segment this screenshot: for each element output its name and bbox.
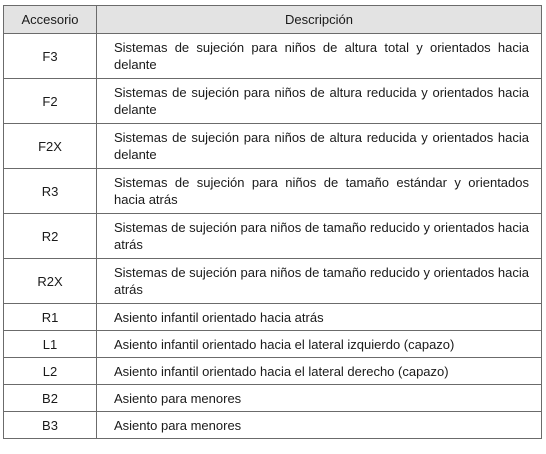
description-cell: Asiento infantil orientado hacia atrás [97, 304, 542, 331]
column-header-accessory: Accesorio [4, 6, 97, 34]
accessory-code-cell: R2X [4, 259, 97, 304]
accessory-code-cell: B2 [4, 385, 97, 412]
table-row [4, 385, 542, 412]
accessory-code-cell: R3 [4, 169, 97, 214]
description-cell: Sistemas de sujeción para niños de altura reducida y orientados hacia delante [97, 79, 542, 124]
description-cell: Sistemas de sujeción para niños de tamaño reducido y orientados hacia atrás [97, 214, 542, 259]
description-cell: Sistemas de sujeción para niños de tamaño reducido y orientados hacia atrás [97, 259, 542, 304]
table-row [4, 34, 542, 79]
table-row [4, 412, 542, 439]
accessory-code-cell: L2 [4, 358, 97, 385]
table-row [4, 358, 542, 385]
column-header-description: Descripción [97, 6, 542, 34]
accessory-code-cell: L1 [4, 331, 97, 358]
table-row [4, 169, 542, 214]
accessory-code-cell: F3 [4, 34, 97, 79]
accessory-code-cell: R1 [4, 304, 97, 331]
table-header-row [4, 6, 542, 34]
accessory-code-cell: B3 [4, 412, 97, 439]
description-cell: Sistemas de sujeción para niños de altura reducida y orientados hacia delante [97, 124, 542, 169]
accessory-code-cell: F2X [4, 124, 97, 169]
table-row [4, 304, 542, 331]
description-cell: Sistemas de sujeción para niños de tamaño estándar y orientados hacia atrás [97, 169, 542, 214]
accessory-code-cell: R2 [4, 214, 97, 259]
table-row [4, 259, 542, 304]
table-row [4, 214, 542, 259]
table-row [4, 124, 542, 169]
description-cell: Asiento para menores [97, 412, 542, 439]
accessory-table [3, 5, 542, 439]
description-cell: Asiento infantil orientado hacia el lateral derecho (capazo) [97, 358, 542, 385]
description-cell: Asiento infantil orientado hacia el lateral izquierdo (capazo) [97, 331, 542, 358]
accessory-code-cell: F2 [4, 79, 97, 124]
table-row [4, 331, 542, 358]
table-row [4, 79, 542, 124]
description-cell: Asiento para menores [97, 385, 542, 412]
accessory-table-container [3, 5, 541, 439]
description-cell: Sistemas de sujeción para niños de altura total y orientados hacia delante [97, 34, 542, 79]
